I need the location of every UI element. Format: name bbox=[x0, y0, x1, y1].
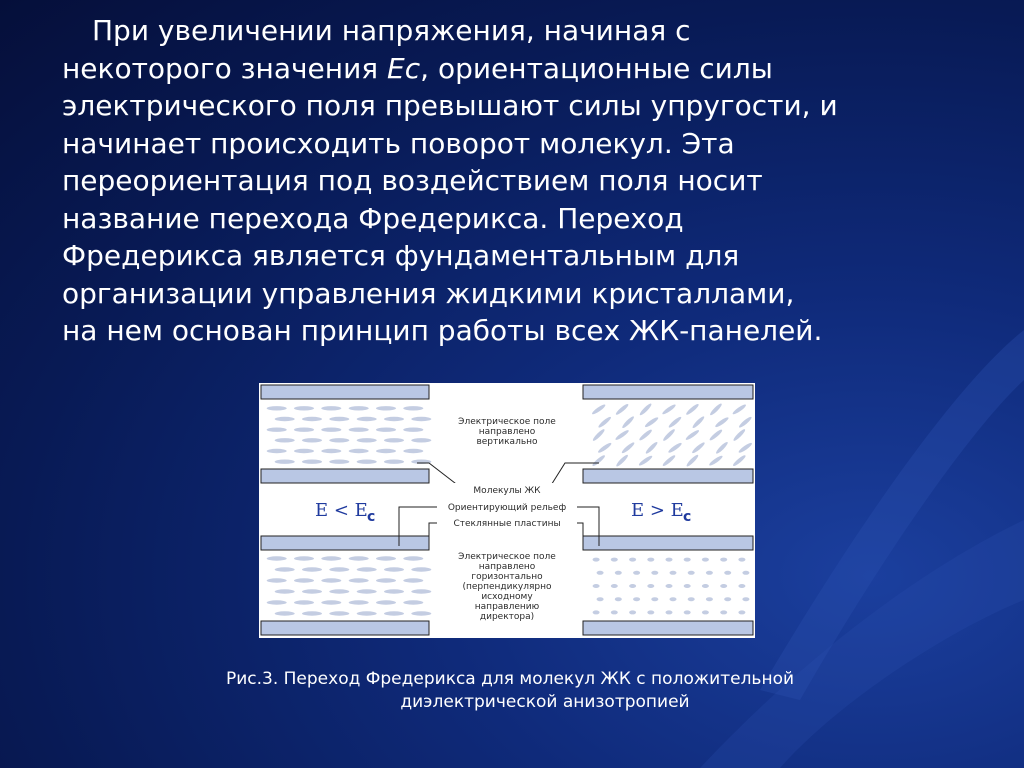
lc-molecule bbox=[651, 597, 658, 601]
lc-molecule bbox=[597, 442, 612, 454]
lc-molecule bbox=[615, 454, 629, 468]
lc-molecule bbox=[738, 610, 745, 614]
lc-molecule bbox=[302, 567, 322, 571]
lc-molecule bbox=[732, 403, 747, 415]
lc-molecule bbox=[621, 441, 636, 454]
lc-molecule bbox=[294, 578, 314, 582]
lc-molecule bbox=[357, 611, 377, 615]
lc-molecule bbox=[670, 571, 677, 575]
lc-molecule bbox=[639, 402, 653, 416]
lc-molecule bbox=[267, 449, 287, 453]
lc-molecule bbox=[647, 584, 654, 588]
lc-molecule bbox=[329, 438, 349, 442]
lc-molecule bbox=[742, 571, 749, 575]
figure-diagram bbox=[259, 383, 755, 638]
lc-molecule bbox=[621, 415, 635, 429]
lc-molecule bbox=[329, 417, 349, 421]
lc-molecule bbox=[738, 416, 753, 429]
paragraph-line: При увеличении напряжения, начиная с bbox=[92, 14, 691, 47]
lc-molecule bbox=[411, 438, 431, 442]
lc-molecule bbox=[384, 438, 404, 442]
lc-molecule bbox=[670, 597, 677, 601]
lc-molecule bbox=[411, 589, 431, 593]
lc-molecule bbox=[384, 589, 404, 593]
lc-molecule bbox=[591, 403, 606, 415]
lc-molecule bbox=[411, 567, 431, 571]
molecules-top-right bbox=[591, 402, 753, 467]
lc-molecule bbox=[685, 454, 699, 468]
lc-molecule bbox=[738, 584, 745, 588]
lc-molecule bbox=[615, 403, 630, 416]
paragraph-line-tail: , ориентационные силы bbox=[420, 51, 773, 85]
lc-molecule bbox=[738, 558, 745, 562]
lc-molecule bbox=[633, 571, 640, 575]
lc-molecule bbox=[661, 403, 676, 415]
lc-molecule bbox=[720, 584, 727, 588]
lc-molecule bbox=[384, 567, 404, 571]
lc-molecule bbox=[403, 578, 423, 582]
relief-label: Ориентирующий рельеф bbox=[447, 503, 567, 513]
glass-plate bbox=[261, 469, 429, 483]
lc-molecule bbox=[684, 610, 691, 614]
lc-molecule bbox=[684, 558, 691, 562]
glass-label: Стеклянные пластины bbox=[453, 519, 561, 529]
field-horizontal-label-6: направлению bbox=[474, 602, 540, 612]
glass-plate bbox=[583, 621, 753, 635]
lc-molecule bbox=[592, 428, 606, 442]
lc-molecule bbox=[742, 597, 749, 601]
glass-plate bbox=[583, 385, 753, 399]
right-condition: E > E bbox=[631, 500, 684, 521]
lc-molecule bbox=[329, 567, 349, 571]
lc-molecule bbox=[376, 556, 396, 560]
molecules-label: Молекулы ЖК bbox=[473, 486, 541, 496]
lc-molecule bbox=[275, 611, 295, 615]
lc-molecule bbox=[321, 406, 341, 410]
lc-molecule bbox=[294, 556, 314, 560]
lc-molecule bbox=[267, 600, 287, 604]
lc-molecule bbox=[708, 428, 723, 441]
lc-molecule bbox=[357, 417, 377, 421]
lc-molecule bbox=[376, 449, 396, 453]
lc-molecule bbox=[685, 403, 700, 416]
lc-molecule bbox=[349, 449, 369, 453]
lc-molecule bbox=[709, 402, 723, 416]
lc-molecule bbox=[349, 556, 369, 560]
lc-molecule bbox=[593, 584, 600, 588]
lc-molecule bbox=[691, 441, 706, 454]
lc-molecule bbox=[593, 610, 600, 614]
freedericksz-figure bbox=[259, 383, 755, 638]
lc-molecule bbox=[357, 460, 377, 464]
lc-molecule bbox=[708, 454, 723, 466]
glass-plate bbox=[261, 536, 429, 550]
lc-molecule bbox=[329, 460, 349, 464]
paragraph-line bbox=[62, 50, 1002, 88]
lc-molecule bbox=[629, 610, 636, 614]
lc-molecule bbox=[629, 558, 636, 562]
lc-molecule bbox=[294, 449, 314, 453]
lc-molecule bbox=[724, 597, 731, 601]
ec-symbol: Ec bbox=[387, 51, 421, 85]
lc-molecule bbox=[662, 428, 676, 442]
lc-molecule bbox=[376, 578, 396, 582]
lc-molecule bbox=[666, 584, 673, 588]
lc-molecule bbox=[633, 597, 640, 601]
main-paragraph bbox=[62, 12, 1002, 350]
lc-molecule bbox=[702, 584, 709, 588]
lc-molecule bbox=[647, 558, 654, 562]
molecules-bottom-left bbox=[267, 556, 432, 615]
molecules-bottom-right bbox=[593, 558, 750, 615]
lc-molecule bbox=[267, 556, 287, 560]
glass-plate bbox=[261, 385, 429, 399]
lc-molecule bbox=[349, 578, 369, 582]
lc-molecule bbox=[688, 571, 695, 575]
lc-molecule bbox=[349, 428, 369, 432]
lc-molecule bbox=[647, 610, 654, 614]
paragraph-line: название перехода Фредерикса. Переход bbox=[62, 201, 684, 235]
lc-molecule bbox=[644, 416, 659, 428]
lc-molecule bbox=[597, 571, 604, 575]
lc-molecule bbox=[591, 454, 606, 467]
lc-molecule bbox=[321, 449, 341, 453]
glass-plate bbox=[261, 621, 429, 635]
lc-molecule bbox=[357, 438, 377, 442]
lc-molecule bbox=[403, 449, 423, 453]
lc-molecule bbox=[667, 442, 682, 454]
lc-molecule bbox=[275, 589, 295, 593]
lc-molecule bbox=[321, 600, 341, 604]
field-horizontal-label-2: направлено bbox=[478, 562, 536, 572]
lc-molecule bbox=[662, 454, 677, 467]
lc-molecule bbox=[376, 406, 396, 410]
lc-molecule bbox=[714, 416, 729, 428]
lc-molecule bbox=[294, 428, 314, 432]
paragraph-line: начинает происходить поворот молекул. Эта bbox=[62, 126, 735, 160]
lc-molecule bbox=[403, 600, 423, 604]
lc-molecule bbox=[688, 597, 695, 601]
lc-molecule bbox=[615, 597, 622, 601]
caption-line-2: диэлектрической анизотропией bbox=[400, 692, 690, 712]
lc-molecule bbox=[349, 406, 369, 410]
field-horizontal-label-5: исходному bbox=[481, 592, 533, 602]
lc-molecule bbox=[349, 600, 369, 604]
lc-molecule bbox=[629, 584, 636, 588]
field-vertical-label-1: Электрическое поле bbox=[458, 417, 556, 427]
lc-molecule bbox=[593, 558, 600, 562]
lc-molecule bbox=[321, 578, 341, 582]
lc-molecule bbox=[668, 416, 683, 429]
paragraph-line: переориентация под воздействием поля носит bbox=[62, 164, 763, 197]
lc-molecule bbox=[329, 611, 349, 615]
glass-plate bbox=[583, 469, 753, 483]
lc-molecule bbox=[403, 428, 423, 432]
lc-molecule bbox=[611, 610, 618, 614]
field-horizontal-label-3: горизонтально bbox=[471, 572, 543, 582]
lc-molecule bbox=[384, 611, 404, 615]
lc-molecule bbox=[615, 571, 622, 575]
lc-molecule bbox=[638, 428, 653, 441]
lc-molecule bbox=[302, 611, 322, 615]
lc-molecule bbox=[275, 417, 295, 421]
lc-molecule bbox=[275, 567, 295, 571]
paragraph-line-text: некоторого значения bbox=[62, 51, 388, 85]
field-vertical-label-3: вертикально bbox=[476, 437, 538, 447]
right-condition-subscript: c bbox=[683, 509, 692, 525]
lc-molecule bbox=[720, 610, 727, 614]
lc-molecule bbox=[611, 584, 618, 588]
lc-molecule bbox=[411, 417, 431, 421]
figure-caption bbox=[150, 668, 870, 714]
lc-molecule bbox=[611, 558, 618, 562]
lc-molecule bbox=[321, 556, 341, 560]
paragraph-line: на нем основан принцип работы всех ЖК-панелей. bbox=[62, 314, 823, 347]
left-condition: E < E bbox=[315, 500, 368, 521]
lc-molecule bbox=[614, 429, 629, 441]
lc-molecule bbox=[706, 597, 713, 601]
lc-molecule bbox=[720, 558, 727, 562]
lc-molecule bbox=[724, 571, 731, 575]
lc-molecule bbox=[597, 597, 604, 601]
lc-molecule bbox=[357, 567, 377, 571]
lc-molecule bbox=[384, 417, 404, 421]
lc-molecule bbox=[666, 610, 673, 614]
lc-molecule bbox=[702, 610, 709, 614]
lc-molecule bbox=[294, 600, 314, 604]
lc-molecule bbox=[275, 460, 295, 464]
lc-molecule bbox=[267, 428, 287, 432]
lc-molecule bbox=[684, 584, 691, 588]
lc-molecule bbox=[732, 454, 747, 467]
lc-molecule bbox=[645, 441, 659, 455]
lc-molecule bbox=[376, 600, 396, 604]
caption-line-1: Рис.3. Переход Фредерикса для молекул ЖК с положительной bbox=[225, 669, 795, 689]
lc-molecule bbox=[329, 589, 349, 593]
paragraph-line: электрического поля превышают силы упругости, и bbox=[62, 89, 838, 122]
left-condition-subscript: c bbox=[367, 509, 376, 525]
lc-molecule bbox=[376, 428, 396, 432]
lc-molecule bbox=[302, 438, 322, 442]
lc-molecule bbox=[706, 571, 713, 575]
lc-molecule bbox=[732, 428, 746, 442]
lc-molecule bbox=[638, 454, 653, 466]
lc-molecule bbox=[691, 415, 705, 429]
paragraph-line: Фредерикса является фундаментальным для bbox=[62, 239, 740, 272]
lc-molecule bbox=[403, 556, 423, 560]
lc-molecule bbox=[651, 571, 658, 575]
field-vertical-label-2: направлено bbox=[478, 427, 536, 437]
field-horizontal-label-4: (перпендикулярно bbox=[462, 582, 552, 592]
lc-molecule bbox=[294, 406, 314, 410]
lc-molecule bbox=[403, 406, 423, 410]
lc-molecule bbox=[275, 438, 295, 442]
lc-molecule bbox=[685, 429, 700, 441]
field-horizontal-label-7: директора) bbox=[479, 612, 535, 622]
lc-molecule bbox=[267, 406, 287, 410]
lc-molecule bbox=[302, 589, 322, 593]
molecules-top-left bbox=[267, 406, 432, 464]
lc-molecule bbox=[702, 558, 709, 562]
lc-molecule bbox=[738, 442, 753, 454]
lc-molecule bbox=[302, 460, 322, 464]
lc-molecule bbox=[384, 460, 404, 464]
lc-molecule bbox=[357, 589, 377, 593]
lc-molecule bbox=[666, 558, 673, 562]
lc-molecule bbox=[302, 417, 322, 421]
field-horizontal-label-1: Электрическое поле bbox=[458, 552, 556, 562]
lc-molecule bbox=[597, 416, 612, 429]
lc-molecule bbox=[321, 428, 341, 432]
lc-molecule bbox=[267, 578, 287, 582]
glass-plate bbox=[583, 536, 753, 550]
paragraph-line: организации управления жидкими кристаллами, bbox=[62, 276, 795, 310]
lc-molecule bbox=[411, 611, 431, 615]
lc-molecule bbox=[715, 441, 729, 455]
